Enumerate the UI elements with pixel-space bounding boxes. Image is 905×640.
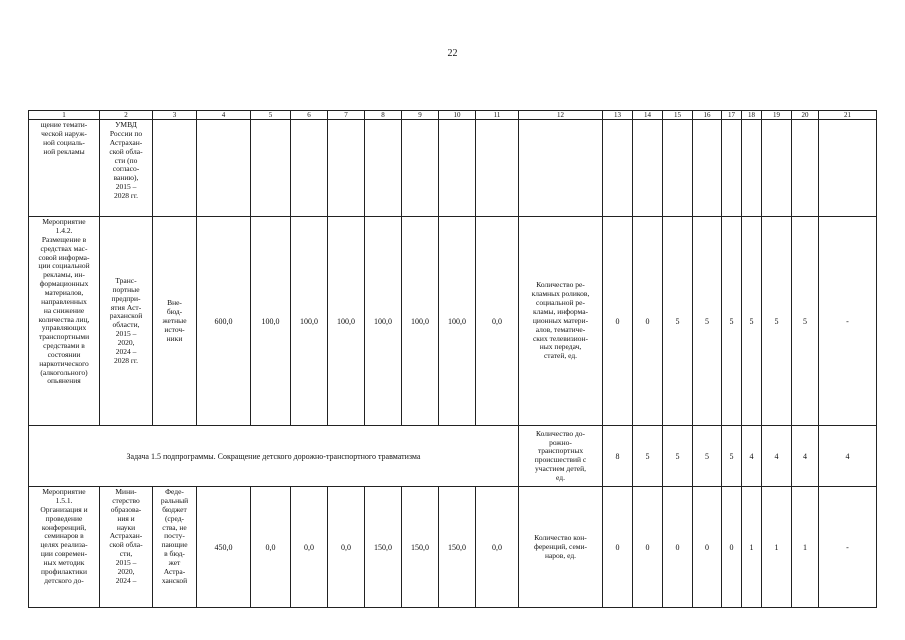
indicator-name-cell: Количество до- рожно- транспортных происшествий с участием детей, ед. xyxy=(519,426,603,487)
executor-cell: Транс- портные предпри- ятия Аст- раханской области, 2015 – 2020, 2024 – 2028 гг. xyxy=(100,217,153,426)
empty-cell xyxy=(251,120,291,217)
funding-value-cell: 0,0 xyxy=(328,487,365,608)
indicator-name-cell: Количество кон- ференций, семи- наров, ед. xyxy=(519,487,603,608)
funding-value-cell: 150,0 xyxy=(365,487,402,608)
column-number: 1 xyxy=(29,111,100,120)
table-row-continued xyxy=(29,120,877,217)
column-number: 18 xyxy=(742,111,762,120)
funding-value-cell: 100,0 xyxy=(291,217,328,426)
funding-value-cell: 100,0 xyxy=(328,217,365,426)
column-number: 17 xyxy=(722,111,742,120)
column-number: 3 xyxy=(153,111,197,120)
column-number: 11 xyxy=(476,111,519,120)
empty-cell xyxy=(291,120,328,217)
empty-cell xyxy=(663,120,693,217)
table-row-measure-1-5-1 xyxy=(29,487,877,608)
funding-value-cell: 0,0 xyxy=(476,217,519,426)
executor-cell: Мини- стерство образова- ния и науки Астрахан- ской обла- сти, 2015 – 2020, 2024 – xyxy=(100,487,153,608)
column-number: 14 xyxy=(633,111,663,120)
indicator-value-cell: 0 xyxy=(633,217,663,426)
funding-value-cell: 600,0 xyxy=(197,217,251,426)
indicator-name-cell: Количество ре- кламных роликов, социальной ре- кламы, информа- ционных матери- алов, тематиче- ских телевизион- ных передач, статей, ед. xyxy=(519,217,603,426)
funding-value-cell: 100,0 xyxy=(402,217,439,426)
indicator-value-cell: 5 xyxy=(742,217,762,426)
indicator-value-cell: 5 xyxy=(693,426,722,487)
table-row-task-1-5 xyxy=(29,426,877,487)
empty-cell xyxy=(153,120,197,217)
empty-cell xyxy=(819,120,877,217)
empty-cell xyxy=(476,120,519,217)
funding-value-cell: 100,0 xyxy=(439,217,476,426)
empty-cell xyxy=(603,120,633,217)
measure-name-cell: Мероприятие 1.5.1. Организация и проведение конференций, семинаров в целях реализа- ции современ- ных методик профилактики детского до- xyxy=(29,487,100,608)
indicator-value-cell: 5 xyxy=(693,217,722,426)
column-number: 5 xyxy=(251,111,291,120)
indicator-value-cell: 0 xyxy=(693,487,722,608)
column-number: 21 xyxy=(819,111,877,120)
empty-cell xyxy=(328,120,365,217)
column-number: 4 xyxy=(197,111,251,120)
column-number: 15 xyxy=(663,111,693,120)
subprogram-measures-table xyxy=(28,110,877,608)
indicator-value-cell: 5 xyxy=(762,217,792,426)
funding-value-cell: 150,0 xyxy=(402,487,439,608)
funding-value-cell: 100,0 xyxy=(251,217,291,426)
indicator-value-cell: 1 xyxy=(792,487,819,608)
column-number: 8 xyxy=(365,111,402,120)
funding-value-cell: 150,0 xyxy=(439,487,476,608)
measure-name-cell: Мероприятие 1.4.2. Размещение в средствах мас- совой информа- ции социальной рекламы, ин- формационных материалов, направленных на снижение количества лиц, управляющих транспортными средствами в состоянии наркотического (алкогольного) опьянения xyxy=(29,217,100,426)
indicator-value-cell: 5 xyxy=(722,217,742,426)
column-number: 13 xyxy=(603,111,633,120)
indicator-value-cell: - xyxy=(819,487,877,608)
indicator-value-cell: 4 xyxy=(792,426,819,487)
measure-name-cell: щение темати- ческой наруж- ной социаль- ной рекламы xyxy=(29,120,100,217)
indicator-value-cell: - xyxy=(819,217,877,426)
executor-cell: УМВД России по Астрахан- ской обла- сти (по согласо- ванию), 2015 – 2028 гг. xyxy=(100,120,153,217)
empty-cell xyxy=(742,120,762,217)
column-number: 12 xyxy=(519,111,603,120)
indicator-value-cell: 4 xyxy=(819,426,877,487)
indicator-value-cell: 5 xyxy=(633,426,663,487)
column-number: 2 xyxy=(100,111,153,120)
empty-cell xyxy=(365,120,402,217)
indicator-value-cell: 0 xyxy=(603,487,633,608)
funding-value-cell: 0,0 xyxy=(291,487,328,608)
column-number: 6 xyxy=(291,111,328,120)
empty-cell xyxy=(722,120,742,217)
empty-cell xyxy=(693,120,722,217)
empty-cell xyxy=(633,120,663,217)
column-number: 20 xyxy=(792,111,819,120)
funding-value-cell: 0,0 xyxy=(476,487,519,608)
indicator-value-cell: 5 xyxy=(663,217,693,426)
empty-cell xyxy=(439,120,476,217)
funding-value-cell: 450,0 xyxy=(197,487,251,608)
column-number: 19 xyxy=(762,111,792,120)
task-title-cell: Задача 1.5 подпрограммы. Сокращение детского дорожно-транспортного травматизма xyxy=(29,426,519,487)
table-row-measure-1-4-2 xyxy=(29,217,877,426)
indicator-value-cell: 0 xyxy=(722,487,742,608)
funding-source-cell: Феде- ральный бюджет (сред- ства, не посту- пающие в бюд- жет Астра- ханской xyxy=(153,487,197,608)
column-number: 10 xyxy=(439,111,476,120)
column-number: 16 xyxy=(693,111,722,120)
empty-cell xyxy=(402,120,439,217)
indicator-value-cell: 1 xyxy=(762,487,792,608)
empty-cell xyxy=(519,120,603,217)
indicator-value-cell: 0 xyxy=(663,487,693,608)
empty-cell xyxy=(762,120,792,217)
empty-cell xyxy=(197,120,251,217)
indicator-value-cell: 1 xyxy=(742,487,762,608)
indicator-value-cell: 4 xyxy=(742,426,762,487)
column-number: 9 xyxy=(402,111,439,120)
indicator-value-cell: 5 xyxy=(792,217,819,426)
indicator-value-cell: 5 xyxy=(722,426,742,487)
indicator-value-cell: 0 xyxy=(633,487,663,608)
page-number: 22 xyxy=(447,48,458,59)
funding-value-cell: 100,0 xyxy=(365,217,402,426)
column-number-row xyxy=(29,111,877,120)
indicator-value-cell: 4 xyxy=(762,426,792,487)
funding-source-cell: Вне- бюд- жетные источ- ники xyxy=(153,217,197,426)
indicator-value-cell: 0 xyxy=(603,217,633,426)
column-number: 7 xyxy=(328,111,365,120)
empty-cell xyxy=(792,120,819,217)
indicator-value-cell: 8 xyxy=(603,426,633,487)
indicator-value-cell: 5 xyxy=(663,426,693,487)
funding-value-cell: 0,0 xyxy=(251,487,291,608)
